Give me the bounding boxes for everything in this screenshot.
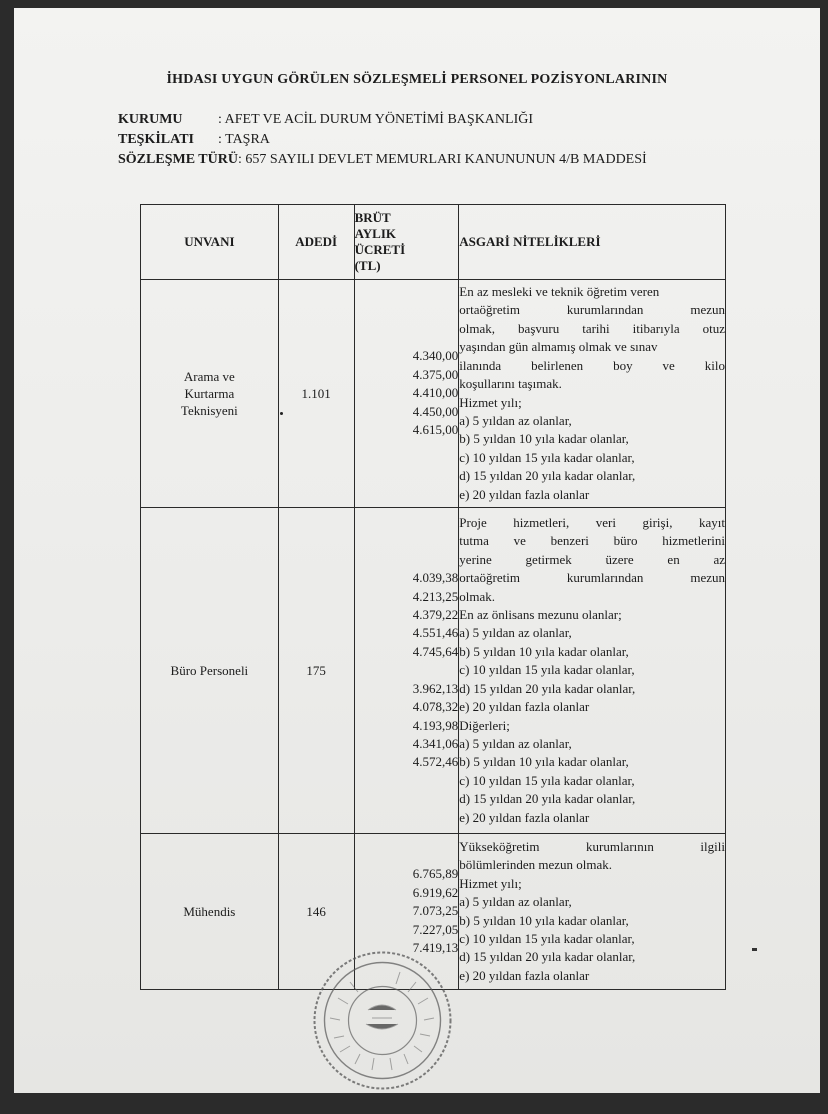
row-count: 1.101 <box>278 280 354 508</box>
meta-label: SÖZLEŞME TÜRÜ <box>118 152 238 167</box>
title-line: Mühendis <box>183 904 236 919</box>
ink-mark <box>752 948 757 951</box>
qual-line: c) 10 yıldan 15 yıla kadar olanlar, <box>459 930 635 946</box>
wage-spacer <box>355 661 459 679</box>
qual-line: d) 15 yıldan 20 yıla kadar olanlar, <box>459 680 636 696</box>
meta-value: AFET VE ACİL DURUM YÖNETİMİ BAŞKANLIĞI <box>224 112 534 127</box>
qual-line: Hizmet yılı; <box>459 875 522 891</box>
header-line: AYLIK <box>354 226 396 241</box>
row-qualifications <box>459 280 726 508</box>
qual-line: d) 15 yıldan 20 yıla kadar olanlar, <box>459 791 636 807</box>
qual-line: En az önlisans mezunu olanlar; <box>459 607 622 623</box>
qual-line: e) 20 yıldan fazla olanlar <box>459 967 590 983</box>
wage-value: 4.551,46 <box>412 625 459 641</box>
wage-value: 7.073,25 <box>412 903 459 919</box>
meta-kurumu <box>118 112 533 128</box>
qual-line: koşullarını taşımak. <box>459 376 562 392</box>
wage-value: 4.341,06 <box>412 735 459 751</box>
wage-value: 6.765,89 <box>412 866 459 882</box>
qual-line: a) 5 yıldan az olanlar, <box>459 412 572 428</box>
positions-table <box>140 204 726 990</box>
qual-line: olmak. <box>459 588 496 604</box>
title-line: Teknisyeni <box>180 403 238 418</box>
meta-teskilati <box>118 132 270 148</box>
row-count: 175 <box>278 508 354 834</box>
wage-value: 3.962,13 <box>412 680 459 696</box>
meta-separator: : <box>218 132 222 147</box>
header-adedi: ADEDİ <box>278 205 354 280</box>
qual-line: d) 15 yıldan 20 yıla kadar olanlar, <box>459 949 636 965</box>
table-header-row <box>141 205 726 280</box>
qual-line: b) 5 yıldan 10 yıla kadar olanlar, <box>459 643 629 659</box>
qual-line: yerine getirmek üzere en az <box>459 551 725 567</box>
document-title: İHDASI UYGUN GÖRÜLEN SÖZLEŞMELİ PERSONEL POZİSYONLARININ <box>166 72 668 87</box>
row-wages <box>354 508 459 834</box>
row-title <box>141 508 279 834</box>
wage-value: 4.375,00 <box>412 366 459 382</box>
qual-line: c) 10 yıldan 15 yıla kadar olanlar, <box>459 449 635 465</box>
qual-line: En az mesleki ve teknik öğretim veren <box>459 284 660 300</box>
row-qualifications <box>459 508 726 834</box>
qual-line: yaşından gün almamış olmak ve sınav <box>459 339 658 355</box>
qual-line: ortaöğretim kurumlarından mezun <box>459 302 725 318</box>
wage-value: 4.745,64 <box>412 643 459 659</box>
qual-line: e) 20 yıldan fazla olanlar <box>459 809 590 825</box>
wage-value: 4.213,25 <box>412 588 459 604</box>
qual-line: b) 5 yıldan 10 yıla kadar olanlar, <box>459 754 629 770</box>
wage-value: 7.227,05 <box>412 921 459 937</box>
wage-value: 4.379,22 <box>412 607 459 623</box>
qual-line: a) 5 yıldan az olanlar, <box>459 735 572 751</box>
qual-line: Diğerleri; <box>459 717 510 733</box>
table-row <box>141 280 726 508</box>
qual-line: a) 5 yıldan az olanlar, <box>459 894 572 910</box>
qual-line: ilanında belirlenen boy ve kilo <box>459 357 725 373</box>
wage-value: 4.340,00 <box>412 348 459 364</box>
official-seal-stamp <box>310 948 455 1093</box>
row-qualifications <box>459 834 726 990</box>
meta-value: 657 SAYILI DEVLET MEMURLARI KANUNUNUN 4/B MADDESİ <box>245 152 647 167</box>
wage-value: 4.450,00 <box>412 403 459 419</box>
table-row <box>141 508 726 834</box>
wage-value: 6.919,62 <box>412 884 459 900</box>
row-title <box>141 834 279 990</box>
wage-value: 7.419,13 <box>412 940 459 956</box>
header-brut-aylik-ucret <box>354 205 459 280</box>
qual-line: b) 5 yıldan 10 yıla kadar olanlar, <box>459 912 629 928</box>
ink-dot <box>280 412 283 415</box>
qual-line: Proje hizmetleri, veri girişi, kayıt <box>459 515 725 531</box>
header-unvani: UNVANI <box>141 205 279 280</box>
header-line: ÜCRETİ <box>354 242 406 257</box>
qual-line: tutma ve benzeri büro hizmetlerini <box>459 533 725 549</box>
row-wages <box>354 280 459 508</box>
qual-line: a) 5 yıldan az olanlar, <box>459 625 572 641</box>
meta-sozlesme-turu <box>118 152 647 168</box>
qual-line: Hizmet yılı; <box>459 394 522 410</box>
qual-line: olmak, başvuru tarihi itibarıyla otuz <box>459 320 725 336</box>
qual-line: c) 10 yıldan 15 yıla kadar olanlar, <box>459 772 635 788</box>
meta-label: KURUMU <box>118 112 183 127</box>
qual-line: bölümlerinden mezun olmak. <box>459 857 613 873</box>
header-line: (TL) <box>354 258 381 273</box>
qual-line: d) 15 yıldan 20 yıla kadar olanlar, <box>459 468 636 484</box>
title-line: Kurtarma <box>184 386 235 401</box>
qual-line: e) 20 yıldan fazla olanlar <box>459 486 590 502</box>
meta-separator: : <box>218 112 222 127</box>
document-page <box>14 8 820 1093</box>
title-line: Arama ve <box>183 369 235 384</box>
qual-line: b) 5 yıldan 10 yıla kadar olanlar, <box>459 431 629 447</box>
meta-label: TEŞKİLATI <box>118 132 194 147</box>
wage-value: 4.039,38 <box>412 570 459 586</box>
wage-value: 4.572,46 <box>412 754 459 770</box>
meta-value: TAŞRA <box>225 132 270 147</box>
wage-value: 4.615,00 <box>412 422 459 438</box>
header-line: BRÜT <box>354 210 391 225</box>
row-title <box>141 280 279 508</box>
qual-line: c) 10 yıldan 15 yıla kadar olanlar, <box>459 662 635 678</box>
title-line: Büro Personeli <box>170 663 249 678</box>
wage-value: 4.193,98 <box>412 717 459 733</box>
row-count: 146 <box>278 834 354 990</box>
header-asgari-nitelikleri: ASGARİ NİTELİKLERİ <box>459 205 726 280</box>
wage-value: 4.410,00 <box>412 385 459 401</box>
qual-line: Yükseköğretim kurumlarının ilgili <box>459 838 725 854</box>
meta-separator: : <box>237 152 242 167</box>
qual-line: e) 20 yıldan fazla olanlar <box>459 699 590 715</box>
qual-line: ortaöğretim kurumlarından mezun <box>459 570 725 586</box>
wage-value: 4.078,32 <box>412 699 459 715</box>
